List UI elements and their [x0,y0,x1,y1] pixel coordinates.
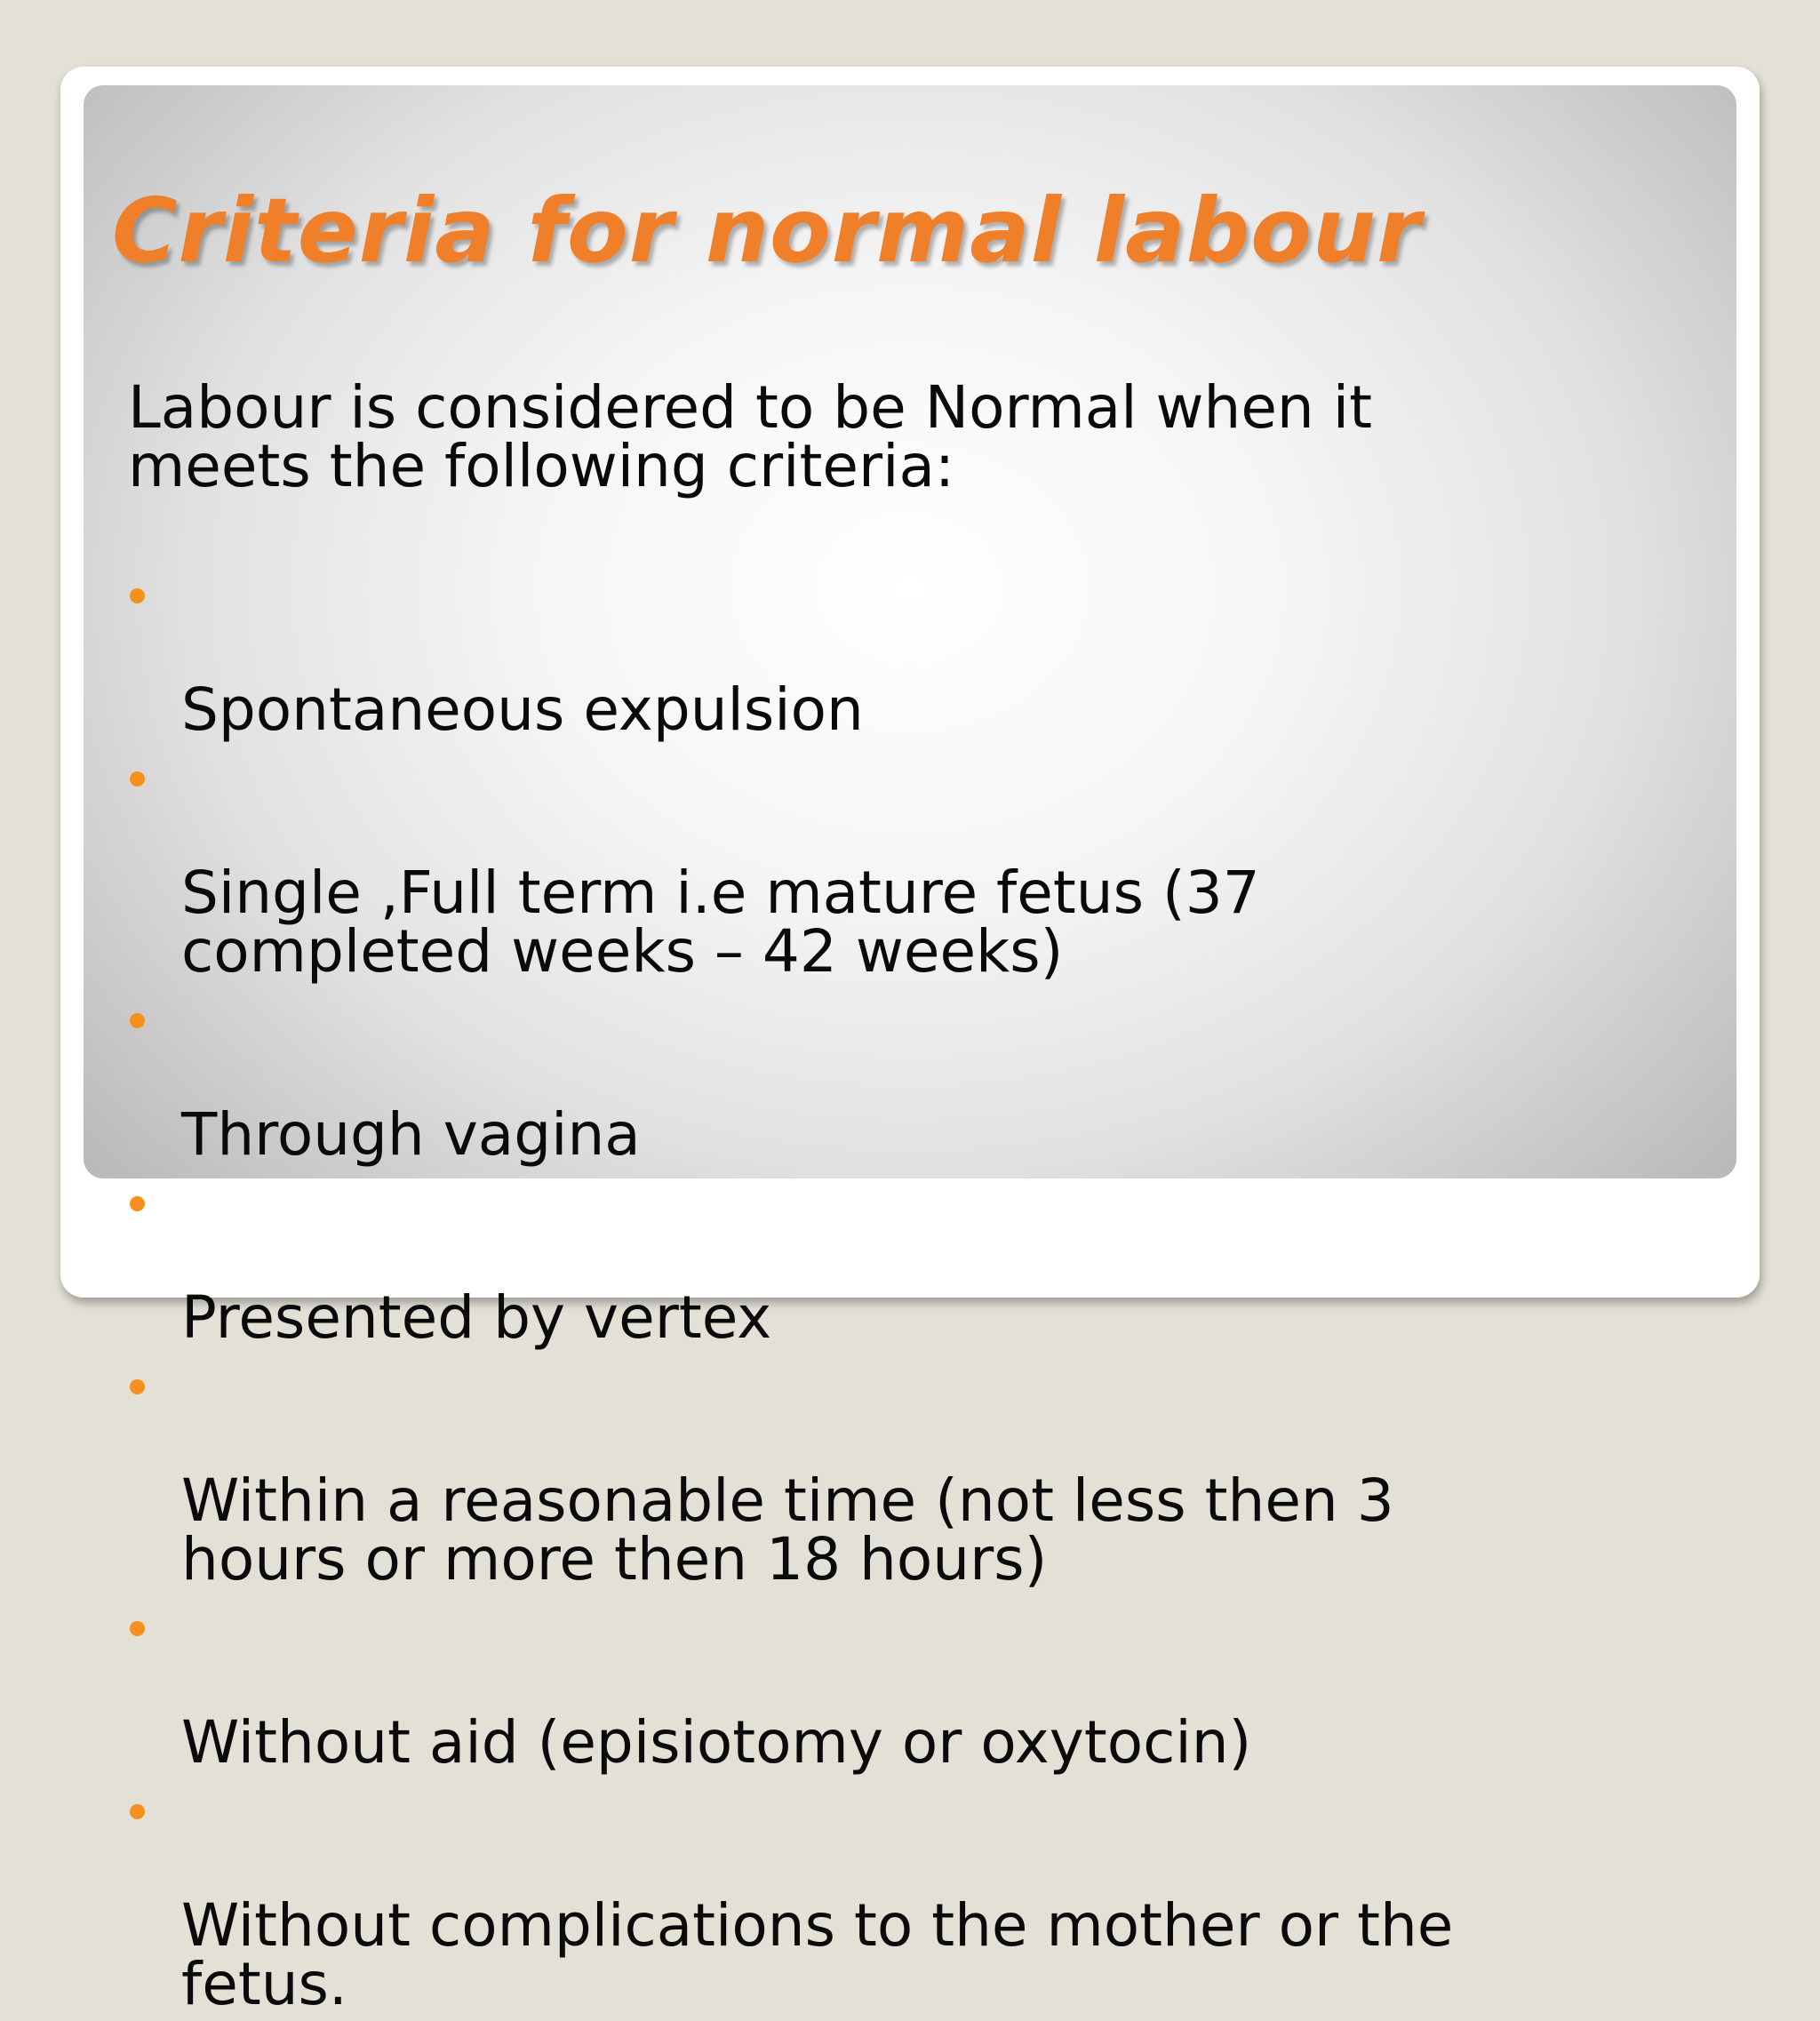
bullet-text: Single ,Full term i.e mature fetus (37 completed weeks – 42 weeks) [181,859,1260,986]
list-item [128,1596,1550,1777]
orange-dot-bullet-icon [130,1379,145,1394]
orange-dot-bullet-icon [130,1196,145,1211]
list-item [128,1171,1550,1352]
orange-dot-bullet-icon [130,1804,145,1819]
orange-dot-bullet-icon [130,1621,145,1636]
slide-body [128,373,1550,2021]
orange-dot-bullet-icon [130,771,145,787]
bullet-text: Within a reasonable time (not less then 3 hours or more then 18 hours) [181,1466,1394,1594]
bullet-text: Without complications to the mother or the fetus. [181,1891,1454,2018]
criteria-list [128,563,1550,2018]
slide-title: Criteria for normal labour [112,179,1422,283]
intro-text: Labour is considered to be Normal when it meets the following criteria: [128,373,1372,500]
list-item [128,563,1550,744]
bullet-text: Presented by vertex [181,1283,772,1352]
list-item [128,988,1550,1169]
bullet-text: Without aid (episiotomy or oxytocin) [181,1708,1252,1777]
list-item [128,1354,1550,1594]
bullet-text: Through vagina [181,1100,641,1169]
orange-dot-bullet-icon [130,1013,145,1028]
orange-dot-bullet-icon [130,588,145,603]
list-item [128,747,1550,986]
list-item [128,1779,1550,2018]
bullet-text: Spontaneous expulsion [181,675,864,744]
